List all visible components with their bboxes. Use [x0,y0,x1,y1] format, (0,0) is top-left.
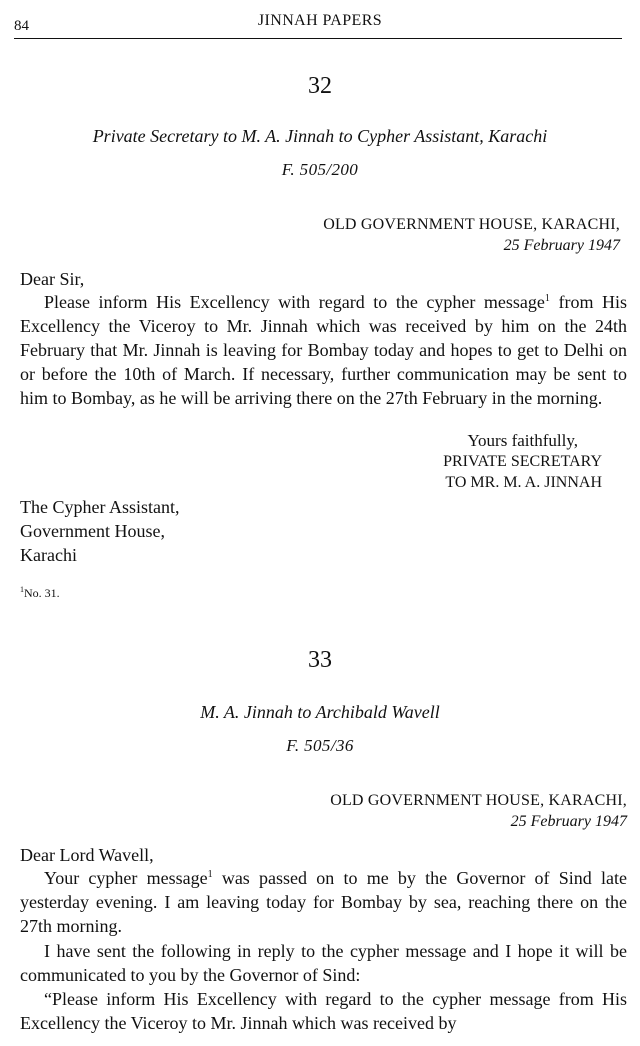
document-33-paragraph-1 [20,866,627,938]
document-33-paragraph-3: “Please inform His Excellency with regard to the cypher message from His Excellency the Viceroy to Mr. Jinnah which was received by [20,989,627,1033]
document-32-signature-line2: TO MR. M. A. JINNAH [445,474,602,491]
document-33-reference: F. 505/36 [286,736,354,755]
document-33-salutation: Dear Lord Wavell, [20,845,154,865]
document-32-footnote [20,585,60,601]
document-33-date: 25 February 1947 [510,813,627,830]
document-32-number: 32 [308,73,332,99]
document-33-number: 33 [308,647,332,673]
document-32-date: 25 February 1947 [503,237,620,254]
header-rule [14,38,622,39]
document-33-heading: M. A. Jinnah to Archibald Wavell [200,702,440,722]
document-32-paragraph-text-end: from His Excellency the Viceroy to Mr. Jinnah which was received by him on the 24th February that Mr. Jinnah is leaving for Bombay today and hopes to get to Delhi on or before the 10th of March. If necessary, further communication may be sent to him to Bombay, as he will be arriving there on the 27th February in the morning. [20,292,628,408]
document-32-paragraph-text-start: Please inform His Excellency with regard to the cypher message [44,292,545,312]
document-32-footnote-marker: 1 [20,585,24,594]
document-32-footnote-ref: 1 [544,293,550,304]
document-33-address: OLD GOVERNMENT HOUSE, KARACHI, [330,792,627,809]
document-32-paragraph [20,290,627,410]
document-32-recipient-line3: Karachi [20,545,77,565]
document-32-closing-yours: Yours faithfully, [467,431,578,450]
document-33-address-block [330,790,627,832]
running-title: JINNAH PAPERS [257,12,383,29]
document-33-paragraph-1-text-end: was passed on to me by the Governor of Sind late yesterday evening. I am leaving today for Bombay by sea, reaching there on the 27th morning. [20,868,627,936]
document-32-heading: Private Secretary to M. A. Jinnah to Cypher Assistant, Karachi [92,126,548,146]
document-33-paragraph-2: I have sent the following in reply to the cypher message and I hope it will be communicated to you by the Governor of Sind: [20,941,627,985]
document-32-recipient-line1: The Cypher Assistant, [20,497,180,517]
document-32-reference: F. 505/200 [281,160,359,179]
document-32-recipient [20,495,180,567]
document-32-closing [402,430,602,493]
document-33-paragraph-1-text-start: Your cypher message [44,868,208,888]
document-33-footnote-ref: 1 [207,869,213,880]
running-head [14,12,626,32]
document-32-address: OLD GOVERNMENT HOUSE, KARACHI, [323,216,620,233]
document-32-signature-line1: PRIVATE SECRETARY [443,453,602,470]
document-32-footnote-text: No. 31. [24,586,60,600]
document-32-salutation: Dear Sir, [20,269,85,289]
page-number: 84 [14,18,29,34]
document-32-address-block [323,214,620,256]
document-32-recipient-line2: Government House, [20,521,165,541]
